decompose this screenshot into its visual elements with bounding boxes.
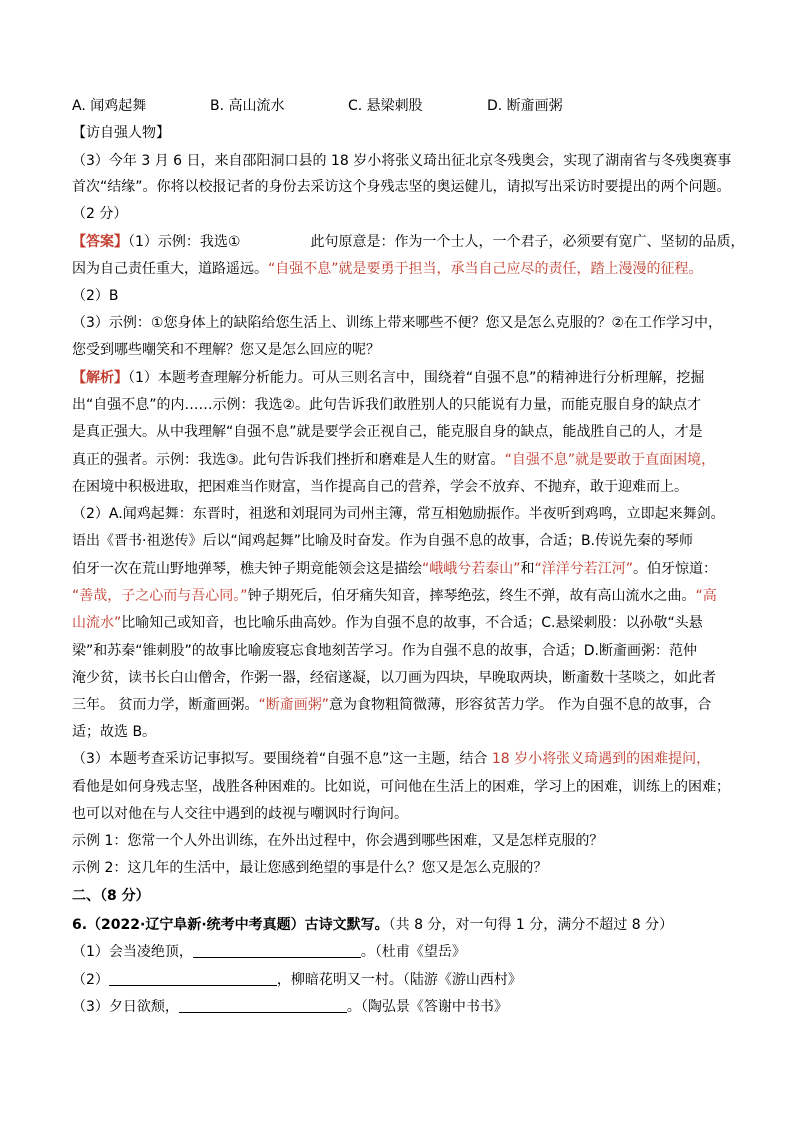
analysis-line-3: 是真正强大。从中我理解“自强不息”就是要学会正视自己，能克服自身的缺点，能战胜自己的人，才是 [72,424,703,440]
answer-line-3: （2）B [72,288,119,304]
recitation-item-2: （2） ，柳暗花明又一村。（陆游《游山西村》 [72,972,522,988]
analysis-tag: 【解析】 [72,370,128,386]
analysis-example-1: 示例 1：您常一个人外出训练，在外出过程中，你会遇到哪些困难，又是怎样克服的？ [72,833,604,849]
option-a: A. 闻鸡起舞 [72,98,147,114]
analysis-line-5: 在困境中积极进取，把困难当作财富，当作提高自己的营养，学会不放弃、不抛弃，敢于迎难而上。 [72,479,688,495]
answer-tag: 【答案】 [72,234,128,250]
analysis-line-7: 语出《晋书·祖逖传》后以“闻鸡起舞”比喻及时奋发。作为自强不息的故事，合适；B.传说先秦的琴师 [72,533,694,549]
analysis-line-12: 淹少贫，读书长白山僧舍，作粥一器，经宿遂凝，以刀画为四块，早晚取两块，断齑数十茎啖之，如此者 [72,670,716,686]
answer-blank-2[interactable] [109,971,277,986]
analysis-line-11: 梁”和苏秦“锥刺股”的故事比喻废寝忘食地刻苦学习。作为自强不息的故事，合适；D.断齑画粥：范仲 [72,643,697,659]
option-d: D. 断齑画粥 [487,98,563,114]
analysis-line-9: “善哉，子之心而与吾心同。”钟子期死后，伯牙痛失知音，摔琴绝弦，终生不弹，故有高山流水之曲。“高 [72,588,717,604]
analysis-line-15: （3）本题考查采访记事拟写。要围绕着“自强不息”这一主题，结合 18 岁小将张义琦遇到的困难提问， [72,751,711,767]
question-3-line-3: （2 分） [72,206,128,222]
analysis-line-17: 也可以对他在与人交往中遇到的歧视与嘲讽时行询问。 [72,806,408,822]
analysis-line-4: 真正的强者。示例：我选③。此句告诉我们挫折和磨难是人生的财富。“自强不息”就是要敢于直面困境， [72,452,716,468]
section-title: 【访自强人物】 [72,125,170,141]
answer-line-2: 因为自己责任重大，道路遥远。“自强不息”就是要勇于担当，承当自己应尽的责任，踏上漫漫的征程。 [72,261,703,277]
answer-blank-3[interactable] [179,998,347,1013]
answer-line-1: 【答案】（1）示例：我选① 此句原意是：作为一个士人，一个君子，必须要有宽广、坚韧的品质， [72,234,745,250]
question-3-line-1: （3）今年 3 月 6 日，来自邵阳洞口县的 18 岁小将张义琦出征北京冬残奥会，实现了湖南省与冬残奥赛事 [72,153,732,169]
answer-blank-1[interactable] [193,943,361,958]
recitation-item-3: （3）夕日欲颓， 。（陶弘景《答谢中书书》 [72,999,508,1015]
question-3-line-2: 首次“结缘”。你将以校报记者的身份去采访这个身残志坚的奥运健儿，请拟写出采访时要提出的两个问题。 [72,179,731,195]
analysis-line-13: 三年。 贫而力学，断齑画粥。“断齑画粥”意为食物粗简微薄，形容贫苦力学。 作为自强不息的故事，合 [72,697,712,713]
option-b: B. 高山流水 [210,98,285,114]
answer-line-5: 您受到哪些嘲笑和不理解？您又是怎么回应的呢？ [72,342,380,358]
recitation-item-1: （1）会当凌绝顶， 。（杜甫《望岳》 [72,944,466,960]
analysis-line-8: 伯牙一次在荒山野地弹琴，樵夫钟子期竟能领会这是描绘“峨峨兮若泰山”和“洋洋兮若江河”。伯牙惊道： [72,561,718,577]
analysis-line-1: 【解析】（1）本题考查理解分析能力。可从三则名言中，围绕着“自强不息”的精神进行分析理解，挖掘 [72,370,705,386]
option-c: C. 悬梁刺股 [348,98,423,114]
analysis-line-6: （2）A.闻鸡起舞：东晋时，祖逖和刘琨同为司州主簿，常互相勉励振作。半夜听到鸡鸣，立即起来舞剑。 [72,506,725,522]
analysis-line-14: 适；故选 B。 [72,724,157,740]
answer-line-4: （3）示例：①您身体上的缺陷给您生活上、训练上带来哪些不便？您又是怎么克服的？②在工作学习中， [72,315,723,331]
part-2-heading: 二、（8 分） [72,888,150,904]
analysis-example-2: 示例 2：这几年的生活中，最让您感到绝望的事是什么？您又是怎么克服的？ [72,860,548,876]
analysis-line-16: 看他是如何身残志坚，战胜各种困难的。比如说，可问他在生活上的困难，学习上的困难，训练上的困难； [72,779,730,795]
question-6-heading: 6.（2022·辽宁阜新·统考中考真题）古诗文默写。（共 8 分，对一句得 1 分，满分不超过 8 分） [72,917,674,933]
analysis-line-2: 出“自强不息”的内……示例：我选②。此句告诉我们敢胜别人的只能说有力量，而能克服自身的缺点才 [72,397,702,413]
analysis-line-10: 山流水”比喻知己或知音，也比喻乐曲高妙。作为自强不息的故事，不合适；C.悬梁刺股：以孙敬“头悬 [72,615,703,631]
